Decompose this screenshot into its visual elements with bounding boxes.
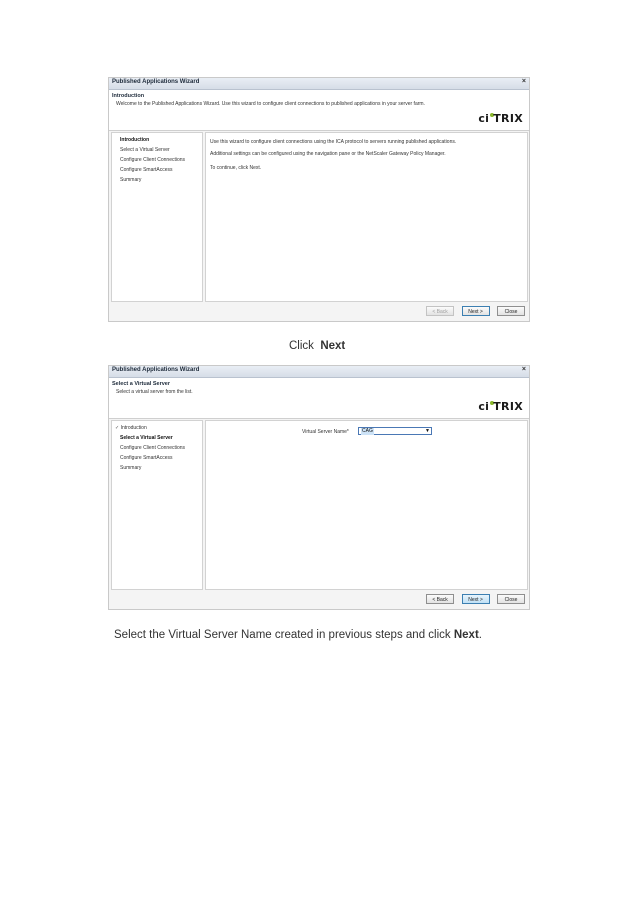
back-button[interactable]: < Back (426, 306, 454, 316)
virtual-server-name-select[interactable] (358, 427, 432, 435)
window-title: Published Applications Wizard (112, 367, 200, 373)
page-title: Introduction (112, 93, 145, 99)
page-description: Select a virtual server from the list. (116, 389, 193, 395)
wizard-header (109, 378, 529, 419)
nav-item-configure-smartaccess[interactable]: Configure SmartAccess (120, 167, 173, 173)
close-icon[interactable]: × (521, 78, 526, 85)
intro-line-3: To continue, click Next. (210, 165, 262, 171)
navigation-pane (111, 132, 203, 302)
button-bar (423, 306, 525, 318)
intro-line-2: Additional settings can be configured using the navigation pane or the NetScaler Gateway Policy Manager. (210, 151, 446, 157)
caption-select-virtual-server: Select the Virtual Server Name created in previous steps and click Next. (114, 629, 482, 641)
citrix-logo: ci TRIX (478, 400, 523, 413)
wizard-header (109, 90, 529, 131)
next-button[interactable]: Next > (462, 306, 490, 316)
wizard-screenshot-select-virtual-server (108, 365, 530, 610)
back-button[interactable]: < Back (426, 594, 454, 604)
intro-line-1: Use this wizard to configure client connections using the ICA protocol to servers running published applications. (210, 139, 457, 145)
title-bar (109, 78, 529, 90)
navigation-pane (111, 420, 203, 590)
nav-item-introduction[interactable]: ✓ Introduction (115, 425, 147, 431)
page-title: Select a Virtual Server (112, 381, 170, 387)
nav-item-configure-smartaccess[interactable]: Configure SmartAccess (120, 455, 173, 461)
content-pane (205, 132, 528, 302)
content-pane (205, 420, 528, 590)
title-bar (109, 366, 529, 378)
close-button[interactable]: Close (497, 306, 525, 316)
check-icon: ✓ (115, 425, 120, 431)
nav-item-configure-client-connections[interactable]: Configure Client Connections (120, 445, 186, 451)
wizard-screenshot-introduction (108, 77, 530, 322)
selected-value: CAG (362, 428, 373, 434)
close-icon[interactable]: × (521, 366, 526, 373)
virtual-server-name-label: Virtual Server Name* (302, 429, 349, 435)
nav-item-select-virtual-server[interactable]: Select a Virtual Server (120, 435, 173, 441)
nav-item-summary[interactable]: Summary (120, 177, 142, 183)
nav-item-configure-client-connections[interactable]: Configure Client Connections (120, 157, 186, 163)
chevron-down-icon[interactable]: ▼ (425, 428, 430, 434)
page-description: Welcome to the Published Applications Wizard. Use this wizard to configure client connections to published applications in your server farm. (116, 101, 425, 107)
button-bar (423, 594, 525, 606)
nav-item-select-virtual-server[interactable]: Select a Virtual Server (120, 147, 170, 153)
nav-item-summary[interactable]: Summary (120, 465, 142, 471)
close-button[interactable]: Close (497, 594, 525, 604)
window-title: Published Applications Wizard (112, 79, 200, 85)
next-button[interactable]: Next > (462, 594, 490, 604)
citrix-logo: ci TRIX (478, 112, 523, 125)
nav-item-introduction[interactable]: Introduction (120, 137, 150, 143)
caption-click-next: Click Next (289, 340, 346, 352)
